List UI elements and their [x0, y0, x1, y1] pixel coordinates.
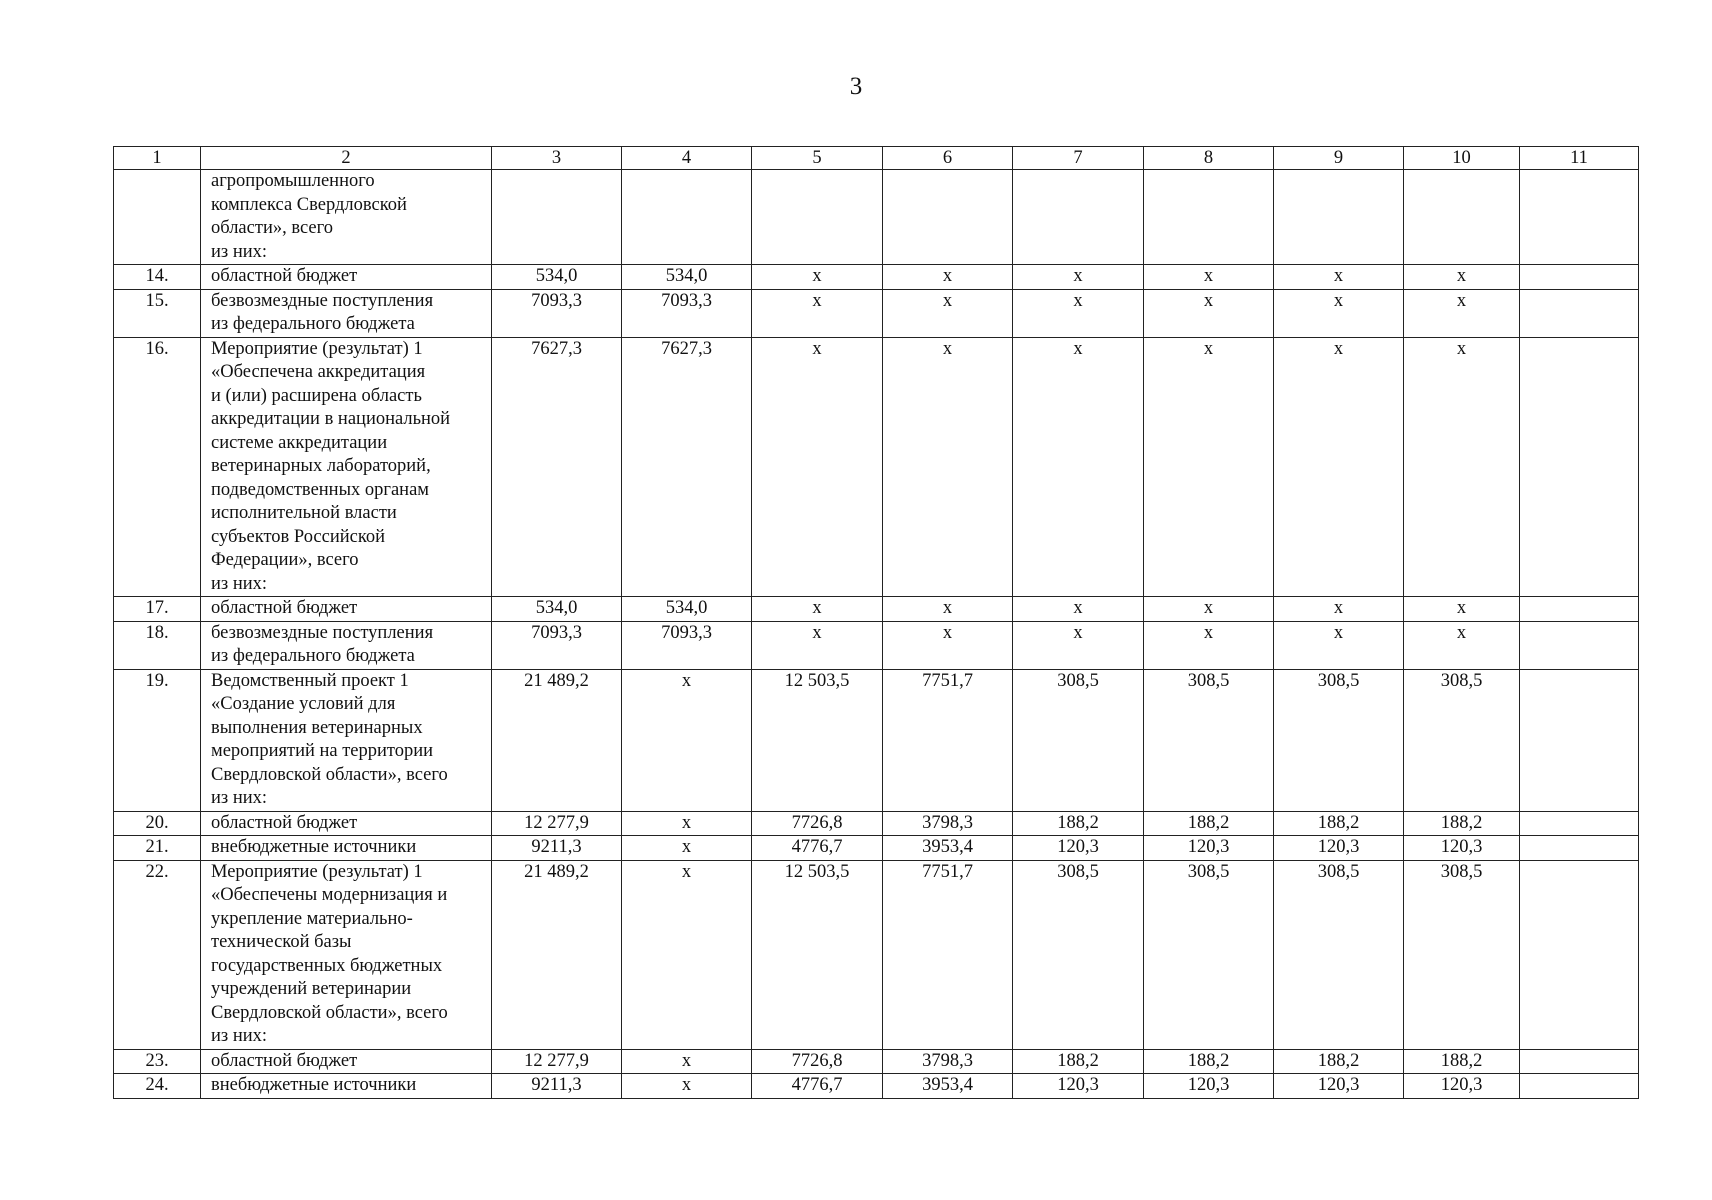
column-header: 8	[1144, 147, 1274, 170]
value-cell-9	[1274, 170, 1404, 265]
table-row	[114, 860, 1639, 1049]
value-cell-11	[1520, 337, 1639, 597]
value-cell-10: x	[1404, 597, 1520, 622]
row-number-cell: 22.	[114, 860, 201, 1049]
value-cell-5: 7726,8	[752, 1049, 883, 1074]
row-number-cell: 23.	[114, 1049, 201, 1074]
value-cell-3	[492, 170, 622, 265]
value-cell-4: x	[622, 860, 752, 1049]
value-cell-11	[1520, 1049, 1639, 1074]
column-header: 7	[1013, 147, 1144, 170]
value-cell-10: x	[1404, 265, 1520, 290]
value-cell-11	[1520, 860, 1639, 1049]
budget-table	[113, 146, 1639, 1099]
value-cell-7: x	[1013, 337, 1144, 597]
value-cell-10: 188,2	[1404, 1049, 1520, 1074]
table-row	[114, 811, 1639, 836]
value-cell-6: x	[883, 289, 1013, 337]
value-cell-11	[1520, 1074, 1639, 1099]
value-cell-4: x	[622, 811, 752, 836]
value-cell-3: 9211,3	[492, 836, 622, 861]
value-cell-5: 4776,7	[752, 1074, 883, 1099]
value-cell-8	[1144, 170, 1274, 265]
value-cell-3: 534,0	[492, 597, 622, 622]
value-cell-11	[1520, 170, 1639, 265]
value-cell-10: 308,5	[1404, 669, 1520, 811]
value-cell-9: x	[1274, 337, 1404, 597]
value-cell-8: 188,2	[1144, 811, 1274, 836]
value-cell-3: 7093,3	[492, 289, 622, 337]
column-header: 1	[114, 147, 201, 170]
value-cell-3: 21 489,2	[492, 669, 622, 811]
column-header: 11	[1520, 147, 1639, 170]
table-row	[114, 265, 1639, 290]
value-cell-9: 308,5	[1274, 669, 1404, 811]
value-cell-9: 120,3	[1274, 1074, 1404, 1099]
row-number-cell: 15.	[114, 289, 201, 337]
value-cell-9: x	[1274, 597, 1404, 622]
row-number-cell: 21.	[114, 836, 201, 861]
row-number-cell: 24.	[114, 1074, 201, 1099]
value-cell-3: 21 489,2	[492, 860, 622, 1049]
description-cell: безвозмездные поступления из федерального бюджета	[201, 289, 492, 337]
value-cell-11	[1520, 289, 1639, 337]
value-cell-7: 188,2	[1013, 811, 1144, 836]
value-cell-9: x	[1274, 265, 1404, 290]
value-cell-5: x	[752, 265, 883, 290]
value-cell-7: x	[1013, 265, 1144, 290]
value-cell-10: x	[1404, 289, 1520, 337]
value-cell-7	[1013, 170, 1144, 265]
value-cell-10: x	[1404, 337, 1520, 597]
value-cell-7: x	[1013, 289, 1144, 337]
value-cell-9: 308,5	[1274, 860, 1404, 1049]
value-cell-4: x	[622, 1049, 752, 1074]
value-cell-6: x	[883, 621, 1013, 669]
table-row	[114, 289, 1639, 337]
value-cell-6: x	[883, 597, 1013, 622]
row-number-cell: 17.	[114, 597, 201, 622]
value-cell-4: 7627,3	[622, 337, 752, 597]
value-cell-5: 12 503,5	[752, 669, 883, 811]
value-cell-7: 308,5	[1013, 669, 1144, 811]
value-cell-3: 9211,3	[492, 1074, 622, 1099]
row-number-cell: 14.	[114, 265, 201, 290]
value-cell-10: 120,3	[1404, 1074, 1520, 1099]
value-cell-4: 7093,3	[622, 621, 752, 669]
table-row	[114, 836, 1639, 861]
value-cell-8: 188,2	[1144, 1049, 1274, 1074]
value-cell-7: x	[1013, 597, 1144, 622]
value-cell-5: x	[752, 289, 883, 337]
value-cell-11	[1520, 836, 1639, 861]
value-cell-11	[1520, 597, 1639, 622]
value-cell-3: 534,0	[492, 265, 622, 290]
value-cell-8: x	[1144, 597, 1274, 622]
description-cell: внебюджетные источники	[201, 1074, 492, 1099]
description-cell: внебюджетные источники	[201, 836, 492, 861]
value-cell-7: 308,5	[1013, 860, 1144, 1049]
value-cell-3: 7093,3	[492, 621, 622, 669]
value-cell-5: x	[752, 597, 883, 622]
value-cell-4: 7093,3	[622, 289, 752, 337]
value-cell-6: 3798,3	[883, 811, 1013, 836]
value-cell-4	[622, 170, 752, 265]
value-cell-6: 3953,4	[883, 836, 1013, 861]
row-number-cell	[114, 170, 201, 265]
value-cell-8: x	[1144, 337, 1274, 597]
value-cell-6	[883, 170, 1013, 265]
page-number: 3	[849, 73, 863, 100]
value-cell-6: 7751,7	[883, 860, 1013, 1049]
table-row	[114, 669, 1639, 811]
value-cell-6: x	[883, 265, 1013, 290]
table-row	[114, 621, 1639, 669]
value-cell-11	[1520, 669, 1639, 811]
value-cell-7: 120,3	[1013, 836, 1144, 861]
column-header: 5	[752, 147, 883, 170]
value-cell-5: 7726,8	[752, 811, 883, 836]
value-cell-5: 4776,7	[752, 836, 883, 861]
column-header: 6	[883, 147, 1013, 170]
column-header: 10	[1404, 147, 1520, 170]
row-number-cell: 18.	[114, 621, 201, 669]
value-cell-11	[1520, 811, 1639, 836]
value-cell-10	[1404, 170, 1520, 265]
value-cell-8: 120,3	[1144, 1074, 1274, 1099]
description-cell: областной бюджет	[201, 1049, 492, 1074]
value-cell-11	[1520, 621, 1639, 669]
value-cell-8: x	[1144, 289, 1274, 337]
table-row	[114, 597, 1639, 622]
value-cell-4: x	[622, 836, 752, 861]
column-number-row	[114, 147, 1639, 170]
value-cell-8: 120,3	[1144, 836, 1274, 861]
value-cell-11	[1520, 265, 1639, 290]
description-cell: безвозмездные поступления из федерального бюджета	[201, 621, 492, 669]
value-cell-8: 308,5	[1144, 860, 1274, 1049]
table-row	[114, 1049, 1639, 1074]
value-cell-7: 188,2	[1013, 1049, 1144, 1074]
value-cell-9: 188,2	[1274, 811, 1404, 836]
value-cell-4: x	[622, 1074, 752, 1099]
value-cell-8: 308,5	[1144, 669, 1274, 811]
row-number-cell: 16.	[114, 337, 201, 597]
column-header: 9	[1274, 147, 1404, 170]
row-number-cell: 19.	[114, 669, 201, 811]
table-body	[114, 170, 1639, 1099]
value-cell-9: 188,2	[1274, 1049, 1404, 1074]
row-number-cell: 20.	[114, 811, 201, 836]
table-row	[114, 337, 1639, 597]
value-cell-9: 120,3	[1274, 836, 1404, 861]
value-cell-6: 7751,7	[883, 669, 1013, 811]
description-cell: областной бюджет	[201, 597, 492, 622]
description-cell: Ведомственный проект 1 «Создание условий для выполнения ветеринарных мероприятий на территории Свердловской области», всего из них:	[201, 669, 492, 811]
value-cell-4: 534,0	[622, 597, 752, 622]
value-cell-3: 7627,3	[492, 337, 622, 597]
value-cell-3: 12 277,9	[492, 1049, 622, 1074]
value-cell-9: x	[1274, 621, 1404, 669]
column-header: 4	[622, 147, 752, 170]
value-cell-4: x	[622, 669, 752, 811]
value-cell-10: x	[1404, 621, 1520, 669]
value-cell-4: 534,0	[622, 265, 752, 290]
value-cell-6: 3953,4	[883, 1074, 1013, 1099]
description-cell: областной бюджет	[201, 265, 492, 290]
value-cell-7: 120,3	[1013, 1074, 1144, 1099]
table-row	[114, 1074, 1639, 1099]
value-cell-5: x	[752, 621, 883, 669]
value-cell-10: 308,5	[1404, 860, 1520, 1049]
column-header: 3	[492, 147, 622, 170]
value-cell-5: 12 503,5	[752, 860, 883, 1049]
description-cell: Мероприятие (результат) 1 «Обеспечена аккредитация и (или) расширена область аккредитации в национальной системе аккредитации ветеринарных лабораторий, подведомственных органам исполнительной власти субъектов Российской Федерации», всего из них:	[201, 337, 492, 597]
table-row	[114, 170, 1639, 265]
value-cell-3: 12 277,9	[492, 811, 622, 836]
value-cell-5	[752, 170, 883, 265]
value-cell-8: x	[1144, 265, 1274, 290]
value-cell-9: x	[1274, 289, 1404, 337]
value-cell-10: 188,2	[1404, 811, 1520, 836]
value-cell-6: 3798,3	[883, 1049, 1013, 1074]
value-cell-5: x	[752, 337, 883, 597]
description-cell: областной бюджет	[201, 811, 492, 836]
description-cell: агропромышленного комплекса Свердловской области», всего из них:	[201, 170, 492, 265]
value-cell-8: x	[1144, 621, 1274, 669]
value-cell-10: 120,3	[1404, 836, 1520, 861]
value-cell-6: x	[883, 337, 1013, 597]
column-header: 2	[201, 147, 492, 170]
value-cell-7: x	[1013, 621, 1144, 669]
description-cell: Мероприятие (результат) 1 «Обеспечены модернизация и укрепление материально- технической базы государственных бюджетных учреждений ветеринарии Свердловской области», всего из них:	[201, 860, 492, 1049]
